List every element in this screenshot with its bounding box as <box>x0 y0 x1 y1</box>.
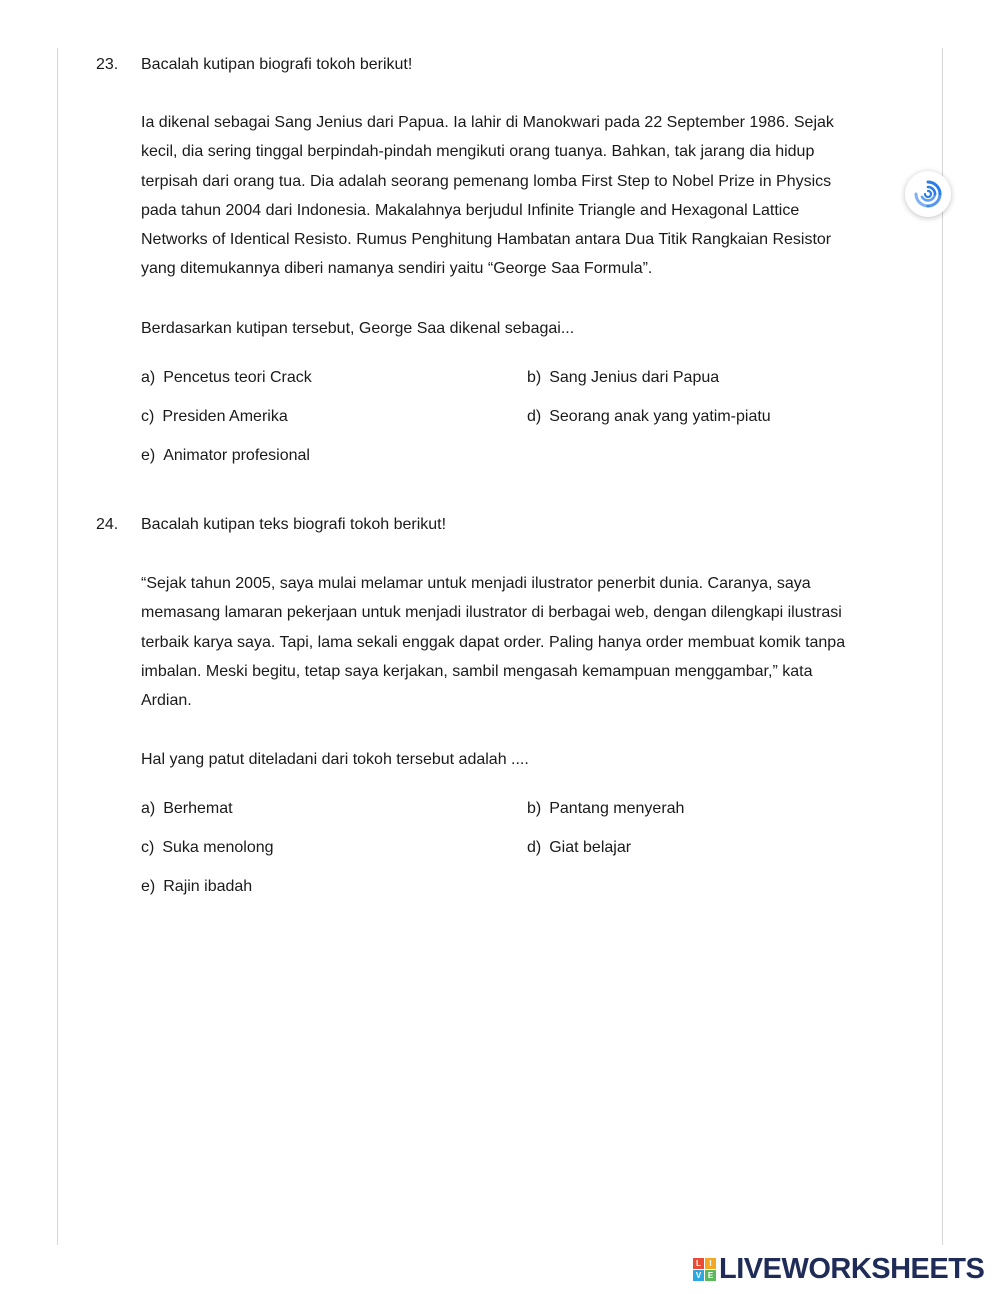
option-text: Suka menolong <box>162 839 274 856</box>
passage <box>141 569 911 715</box>
assistant-button[interactable] <box>905 171 951 217</box>
option-letter: a) <box>141 369 156 386</box>
option-d[interactable] <box>527 407 771 427</box>
option-letter: c) <box>141 408 155 425</box>
passage-line: Ardian. <box>141 692 192 710</box>
logo-block: L <box>693 1258 704 1269</box>
passage-line: imbalan. Meski begitu, tetap saya kerjakan, sambil mengasah kemampuan menggambar,” kata <box>141 662 813 680</box>
option-letter: e) <box>141 878 156 895</box>
question-number: 23. <box>96 56 119 73</box>
option-text: Berhemat <box>163 800 233 817</box>
option-b[interactable] <box>527 799 684 819</box>
question-number: 24. <box>96 516 119 533</box>
liveworksheets-logo[interactable] <box>693 1254 984 1284</box>
passage-line: pada tahun 2004 dari Indonesia. Makalahnya berjudul Infinite Triangle and Hexagonal Lattice <box>141 201 800 219</box>
passage <box>141 108 911 284</box>
option-e[interactable] <box>141 446 310 466</box>
option-letter: b) <box>527 369 542 386</box>
option-letter: c) <box>141 839 155 856</box>
question-text: Berdasarkan kutipan tersebut, George Saa dikenal sebagai... <box>141 320 575 337</box>
page-border-right <box>942 48 943 1245</box>
logo-block: I <box>705 1258 716 1269</box>
logo-block: E <box>705 1270 716 1281</box>
passage-line: kecil, dia sering tinggal berpindah-pindah mengikuti orang tuanya. Bahkan, tak jarang dia hidup <box>141 143 815 161</box>
passage-line: Networks of Identical Resisto. Rumus Penghitung Hambatan antara Dua Titik Rangkaian Resistor <box>141 231 832 249</box>
option-a[interactable] <box>141 799 233 819</box>
option-letter: b) <box>527 800 542 817</box>
question-prompt: Bacalah kutipan teks biografi tokoh berikut! <box>141 516 447 533</box>
option-text: Seorang anak yang yatim-piatu <box>549 408 771 425</box>
option-e[interactable] <box>141 877 252 897</box>
question-text: Hal yang patut diteladani dari tokoh tersebut adalah .... <box>141 751 529 768</box>
passage-line: “Sejak tahun 2005, saya mulai melamar untuk menjadi ilustrator penerbit dunia. Caranya, saya <box>141 575 811 592</box>
passage-line: terbaik karya saya. Tapi, lama sekali enggak dapat order. Paling hanya order membuat komik tanpa <box>141 633 846 651</box>
option-text: Sang Jenius dari Papua <box>549 369 720 386</box>
option-d[interactable] <box>527 838 631 858</box>
option-letter: d) <box>527 839 542 856</box>
passage-line: terpisah dari orang tua. Dia adalah seorang pemenang lomba First Step to Nobel Prize in Physics <box>141 172 832 190</box>
option-c[interactable] <box>141 407 288 427</box>
option-text: Pencetus teori Crack <box>163 369 312 386</box>
option-letter: e) <box>141 447 156 464</box>
option-letter: a) <box>141 800 156 817</box>
option-a[interactable] <box>141 368 312 388</box>
logo-blocks <box>693 1258 716 1281</box>
option-letter: d) <box>527 408 542 425</box>
page-border-left <box>57 48 58 1245</box>
passage-line: memasang lamaran pekerjaan untuk menjadi ilustrator di berbagai web, dengan dilengkapi ilustrasi <box>141 604 842 622</box>
option-text: Presiden Amerika <box>162 408 288 425</box>
option-text: Giat belajar <box>549 839 632 856</box>
logo-text: LIVEWORKSHEETS <box>719 1252 985 1285</box>
question-prompt: Bacalah kutipan biografi tokoh berikut! <box>141 56 413 73</box>
option-text: Pantang menyerah <box>549 800 685 817</box>
option-text: Rajin ibadah <box>163 878 253 895</box>
option-text: Animator profesional <box>163 447 310 464</box>
passage-line: yang ditemukannya diberi namanya sendiri yaitu “George Saa Formula”. <box>141 260 653 278</box>
logo-block: V <box>693 1270 704 1281</box>
passage-line: Ia dikenal sebagai Sang Jenius dari Papua. Ia lahir di Manokwari pada 22 September 1986. Sejak <box>141 114 834 131</box>
option-c[interactable] <box>141 838 274 858</box>
swirl-icon <box>912 178 944 210</box>
option-b[interactable] <box>527 368 719 388</box>
